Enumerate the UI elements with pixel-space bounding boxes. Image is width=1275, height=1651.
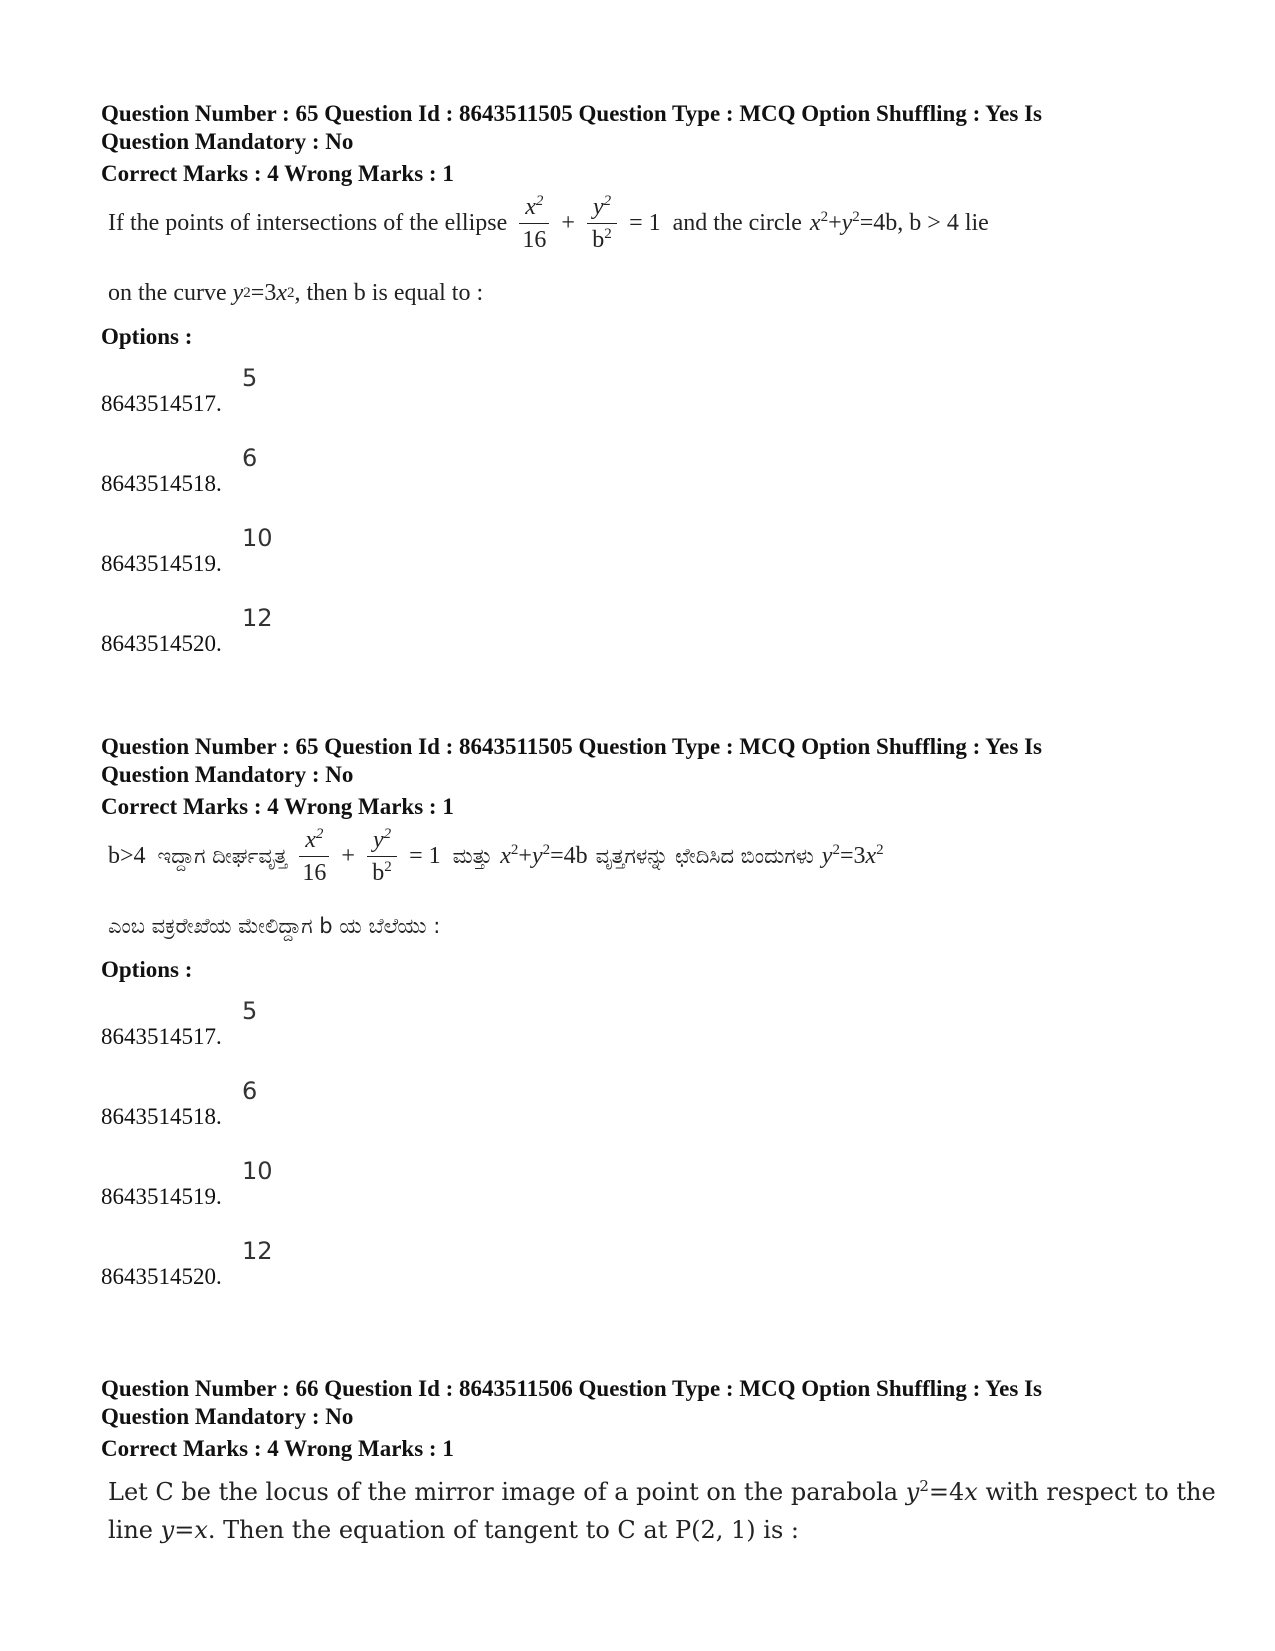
question-meta-line1: Question Number : 65 Question Id : 8643511505 Question Type : MCQ Option Shuffling : Yes Is [101,101,1042,126]
options-list [101,997,1191,1317]
option-row[interactable]: 8643514520. 12 [101,1237,273,1289]
circle-equation: $x^2+y^2=4b$ [500,841,588,869]
fraction-x2-16: $\frac{x^2}{16}$ [519,194,549,253]
question-text-line2: on the curve y 2 =3 x 2 , then b is equal to : [108,279,484,306]
question-block-2 [101,733,1191,1317]
question-text-line1: Let C be the locus of the mirror image of a point on the parabola $y^2=4x$ with respect to the [108,1477,1216,1506]
question-marks: Correct Marks : 4 Wrong Marks : 1 [101,794,454,819]
question-text-line2: ಎಂಬ ವಕ್ರರೇಖೆಯ ಮೇಲಿದ್ದಾಗ b ಯ ಬೆಲೆಯು : [108,913,441,938]
question-text [108,1473,1216,1549]
option-row[interactable]: 8643514517. 5 [101,997,258,1049]
option-row[interactable]: 8643514519. 10 [101,1157,273,1209]
fraction-y2-b2: $\frac{y^2}{b^2}$ [587,194,617,253]
question-meta-line1: Question Number : 65 Question Id : 8643511505 Question Type : MCQ Option Shuffling : Yes Is [101,734,1042,759]
option-row[interactable]: 8643514518. 6 [101,444,258,496]
question-text-line1: b>4 ಇದ್ದಾಗ ದೀರ್ಘವೃತ್ತ $\frac{x^2}{16}$ + $\frac{y^2}{b^2}$ = 1 ಮತ್ತು $x^2+y^2=4b$ ವೃತ್ತಗಳನ್ನು ಛೇದಿಸಿದ ಬಿಂದುಗಳು $y^2=3x^2$ [108,825,884,886]
fraction-x2-16: $\frac{x^2}{16}$ [299,827,329,886]
question-block-1 [101,100,1191,684]
question-text-line1: If the points of intersections of the ellipse $\frac{x^2}{16}$ + $\frac{y^2}{b^2}$ = 1 and the circle $x^2+y^2=4b$, b > 4 lie [108,192,989,253]
question-text-line2: line y=x. Then the equation of tangent to C at P(2, 1) is : [108,1516,799,1544]
options-label: Options : [101,957,193,982]
curve-equation: $y^2=3x^2$ [821,841,884,869]
question-meta-line2: Question Mandatory : No [101,129,354,154]
option-row[interactable]: 8643514519. 10 [101,524,273,576]
question-meta-line1: Question Number : 66 Question Id : 8643511506 Question Type : MCQ Option Shuffling : Yes Is [101,1376,1042,1401]
option-row[interactable]: 8643514520. 12 [101,604,273,656]
question-block-3 [101,1375,1216,1549]
fraction-y2-b2: $\frac{y^2}{b^2}$ [367,827,397,886]
options-label: Options : [101,324,193,349]
options-list [101,364,1191,684]
option-row[interactable]: 8643514517. 5 [101,364,258,416]
question-marks: Correct Marks : 4 Wrong Marks : 1 [101,161,454,186]
question-meta-line2: Question Mandatory : No [101,762,354,787]
option-row[interactable]: 8643514518. 6 [101,1077,258,1129]
question-meta-line2: Question Mandatory : No [101,1404,354,1429]
circle-equation: $x^2+y^2=4b$, b > 4 lie [809,208,989,236]
question-marks: Correct Marks : 4 Wrong Marks : 1 [101,1436,454,1461]
